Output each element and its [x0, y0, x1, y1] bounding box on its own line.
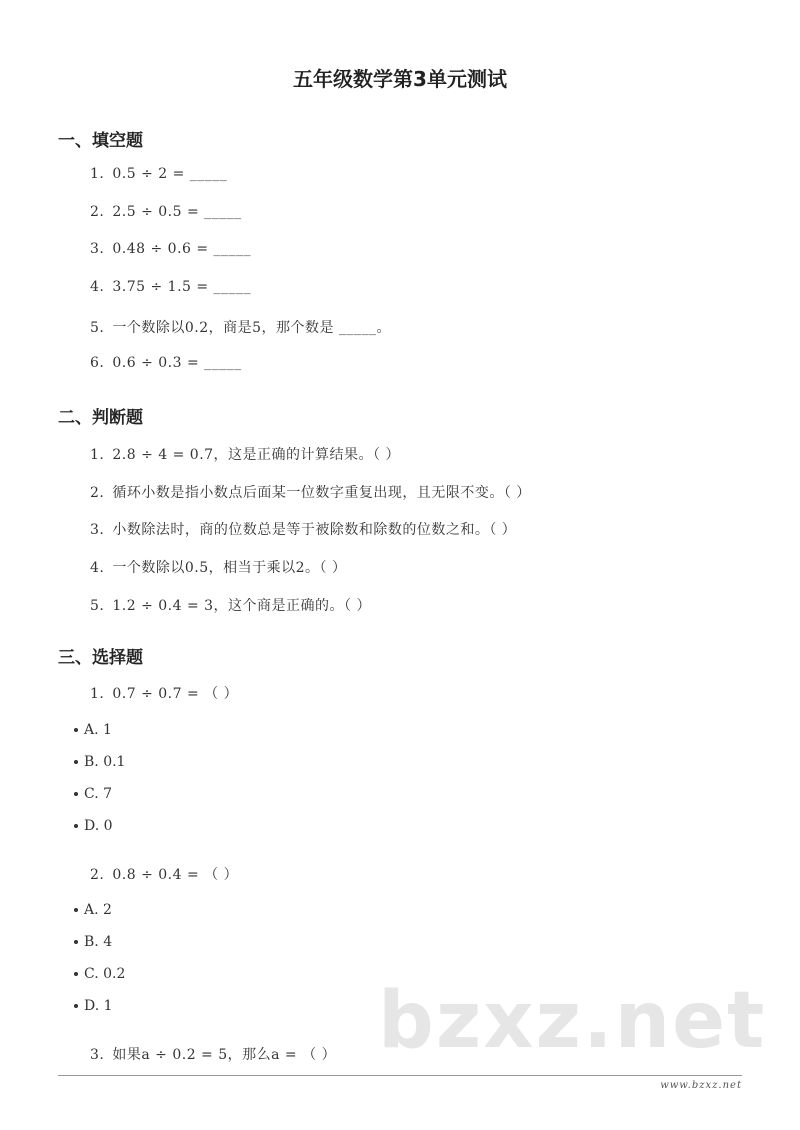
question-number: 5. — [90, 320, 105, 336]
bullet-icon — [74, 908, 78, 912]
question — [90, 595, 371, 615]
question — [90, 557, 346, 577]
question-number: 4. — [90, 279, 105, 295]
option-text: D. 1 — [84, 998, 113, 1014]
question-text: 一个数除以0.5，相当于乘以2。（ ） — [112, 560, 347, 576]
question-text: 0.48 ÷ 0.6 = _____ — [112, 241, 252, 257]
question-number: 2. — [90, 204, 105, 220]
bullet-icon — [74, 824, 78, 828]
question-number: 3. — [90, 1047, 105, 1063]
question-number: 3. — [90, 241, 105, 257]
question-number: 1. — [90, 166, 105, 182]
question-number: 4. — [90, 560, 105, 576]
option-item — [74, 934, 112, 950]
question-text: 循环小数是指小数点后面某一位数字重复出现，且无限不变。（ ） — [112, 485, 531, 501]
option-text: D. 0 — [84, 818, 113, 834]
question — [90, 355, 242, 371]
question — [90, 683, 238, 703]
question-text: 2.8 ÷ 4 = 0.7，这是正确的计算结果。（ ） — [112, 447, 401, 463]
footer-divider — [58, 1075, 742, 1076]
option-item — [74, 722, 112, 738]
question-text: 0.6 ÷ 0.3 = _____ — [112, 355, 242, 371]
option-text: B. 4 — [84, 934, 113, 950]
section-heading: 二、判断题 — [58, 408, 143, 428]
question-number: 5. — [90, 598, 105, 614]
question-number: 2. — [90, 867, 105, 883]
question-text: 0.7 ÷ 0.7 = （ ） — [112, 686, 239, 702]
question — [90, 166, 227, 182]
question-text: 3.75 ÷ 1.5 = _____ — [112, 279, 252, 295]
question — [90, 279, 251, 295]
footer-url[interactable]: www.bzxz.net — [660, 1080, 742, 1091]
option-item — [74, 818, 113, 834]
bullet-icon — [74, 728, 78, 732]
option-text: C. 0.2 — [84, 966, 126, 982]
question-text: 1.2 ÷ 0.4 = 3，这个商是正确的。（ ） — [112, 598, 372, 614]
option-item — [74, 966, 125, 982]
option-item — [74, 998, 113, 1014]
bullet-icon — [74, 940, 78, 944]
question — [90, 317, 391, 337]
watermark: bzxz.net — [378, 976, 767, 1066]
option-item — [74, 754, 125, 770]
bullet-icon — [74, 792, 78, 796]
question-text: 如果a ÷ 0.2 = 5，那么a = （ ） — [112, 1047, 337, 1063]
option-item — [74, 786, 112, 802]
question — [90, 482, 531, 502]
option-item — [74, 902, 112, 918]
question-text: 0.8 ÷ 0.4 = （ ） — [112, 867, 239, 883]
question — [90, 519, 516, 539]
question-number: 1. — [90, 447, 105, 463]
option-text: C. 7 — [84, 786, 113, 802]
bullet-icon — [74, 1004, 78, 1008]
option-text: A. 1 — [84, 722, 112, 738]
bullet-icon — [74, 760, 78, 764]
question-text: 一个数除以0.2，商是5，那个数是 _____。 — [112, 320, 391, 336]
question-number: 3. — [90, 522, 105, 538]
question — [90, 864, 238, 884]
question — [90, 444, 400, 464]
question-text: 0.5 ÷ 2 = _____ — [112, 166, 228, 182]
question — [90, 241, 251, 257]
question — [90, 1044, 336, 1064]
page-title: 五年级数学第3单元测试 — [293, 67, 507, 91]
option-text: B. 0.1 — [84, 754, 126, 770]
section-heading: 一、填空题 — [58, 131, 143, 151]
question-number: 1. — [90, 686, 105, 702]
bullet-icon — [74, 972, 78, 976]
question-text: 2.5 ÷ 0.5 = _____ — [112, 204, 242, 220]
question-number: 6. — [90, 355, 105, 371]
question-text: 小数除法时，商的位数总是等于被除数和除数的位数之和。（ ） — [112, 522, 517, 538]
question — [90, 204, 242, 220]
section-heading: 三、选择题 — [58, 648, 143, 668]
option-text: A. 2 — [84, 902, 112, 918]
question-number: 2. — [90, 485, 105, 501]
